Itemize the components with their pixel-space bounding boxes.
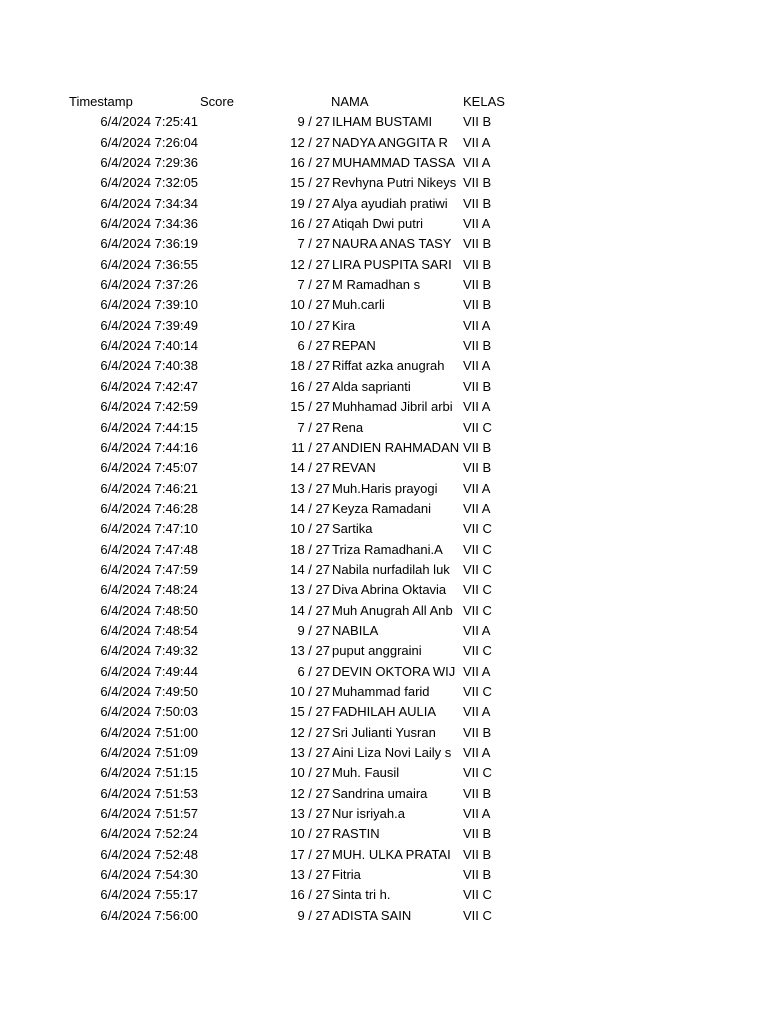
cell-timestamp: 6/4/2024 7:47:48	[100, 541, 198, 557]
table-row	[64, 214, 514, 234]
cell-score: 12 / 27	[290, 724, 330, 740]
cell-nama: MUH. ULKA PRATAI	[332, 846, 451, 862]
cell-score: 15 / 27	[290, 399, 330, 415]
cell-timestamp: 6/4/2024 7:39:49	[100, 317, 198, 333]
cell-nama: M Ramadhan s	[332, 277, 421, 293]
cell-timestamp: 6/4/2024 7:32:05	[100, 175, 198, 191]
cell-kelas: VII B	[463, 114, 492, 130]
table-row	[64, 682, 514, 702]
cell-kelas: VII A	[463, 663, 491, 679]
cell-score: 9 / 27	[297, 907, 330, 923]
cell-kelas: VII A	[463, 134, 491, 150]
table-body	[64, 112, 514, 926]
table-row	[64, 336, 514, 356]
cell-score: 10 / 27	[290, 826, 330, 842]
table-row	[64, 438, 514, 458]
cell-score: 6 / 27	[297, 663, 330, 679]
table-row	[64, 194, 514, 214]
table-row	[64, 784, 514, 804]
cell-timestamp: 6/4/2024 7:26:04	[100, 134, 198, 150]
table-row	[64, 112, 514, 132]
table-row	[64, 377, 514, 397]
cell-kelas: VII C	[463, 683, 492, 699]
cell-nama: Triza Ramadhani.A	[332, 541, 443, 557]
cell-kelas: VII A	[463, 399, 491, 415]
cell-kelas: VII A	[463, 480, 491, 496]
table-row	[64, 316, 514, 336]
cell-kelas: VII C	[463, 887, 492, 903]
cell-kelas: VII A	[463, 317, 491, 333]
cell-score: 14 / 27	[290, 602, 330, 618]
table-row	[64, 295, 514, 315]
cell-timestamp: 6/4/2024 7:34:34	[100, 195, 198, 211]
cell-kelas: VII B	[463, 460, 492, 476]
cell-timestamp: 6/4/2024 7:44:15	[100, 419, 198, 435]
cell-kelas: VII B	[463, 195, 492, 211]
cell-nama: Atiqah Dwi putri	[332, 216, 424, 232]
cell-score: 13 / 27	[290, 643, 330, 659]
table-row	[64, 519, 514, 539]
cell-score: 14 / 27	[290, 460, 330, 476]
cell-timestamp: 6/4/2024 7:40:14	[100, 338, 198, 354]
table-row	[64, 865, 514, 885]
cell-kelas: VII A	[463, 806, 491, 822]
cell-kelas: VII C	[463, 541, 492, 557]
cell-timestamp: 6/4/2024 7:34:36	[100, 216, 198, 232]
cell-timestamp: 6/4/2024 7:46:21	[100, 480, 198, 496]
table-row	[64, 153, 514, 173]
cell-timestamp: 6/4/2024 7:49:44	[100, 663, 198, 679]
table-row	[64, 824, 514, 844]
cell-kelas: VII C	[463, 907, 492, 923]
cell-score: 10 / 27	[290, 765, 330, 781]
table-row	[64, 723, 514, 743]
cell-score: 6 / 27	[297, 338, 330, 354]
cell-nama: Fitria	[332, 867, 361, 883]
cell-timestamp: 6/4/2024 7:50:03	[100, 704, 198, 720]
cell-score: 10 / 27	[290, 317, 330, 333]
cell-score: 15 / 27	[290, 175, 330, 191]
cell-timestamp: 6/4/2024 7:36:55	[100, 256, 198, 272]
spreadsheet-table	[64, 92, 514, 926]
cell-kelas: VII B	[463, 277, 492, 293]
cell-timestamp: 6/4/2024 7:51:53	[100, 785, 198, 801]
cell-kelas: VII A	[463, 500, 491, 516]
cell-score: 18 / 27	[290, 541, 330, 557]
cell-nama: ILHAM BUSTAMI	[332, 114, 433, 130]
cell-timestamp: 6/4/2024 7:47:59	[100, 561, 198, 577]
table-row	[64, 234, 514, 254]
table-row	[64, 499, 514, 519]
cell-kelas: VII C	[463, 419, 492, 435]
cell-nama: Kira	[332, 317, 356, 333]
table-row	[64, 540, 514, 560]
table-row	[64, 418, 514, 438]
cell-timestamp: 6/4/2024 7:46:28	[100, 500, 198, 516]
table-row	[64, 763, 514, 783]
cell-timestamp: 6/4/2024 7:29:36	[100, 155, 198, 171]
cell-nama: REPAN	[332, 338, 376, 354]
cell-timestamp: 6/4/2024 7:42:47	[100, 378, 198, 394]
cell-kelas: VII B	[463, 297, 492, 313]
cell-nama: Riffat azka anugrah	[332, 358, 445, 374]
cell-kelas: VII B	[463, 826, 492, 842]
cell-kelas: VII A	[463, 745, 491, 760]
cell-score: 14 / 27	[290, 500, 330, 516]
table-row	[64, 580, 514, 600]
cell-timestamp: 6/4/2024 7:55:17	[100, 887, 198, 903]
cell-timestamp: 6/4/2024 7:52:48	[100, 846, 198, 862]
table-row	[64, 173, 514, 193]
cell-nama: ADISTA SAIN	[332, 907, 412, 923]
cell-timestamp: 6/4/2024 7:36:19	[100, 236, 198, 252]
cell-kelas: VII C	[463, 765, 492, 781]
cell-kelas: VII A	[463, 216, 491, 232]
header-nama: NAMA	[331, 94, 369, 109]
cell-kelas: VII C	[463, 582, 492, 598]
cell-timestamp: 6/4/2024 7:52:24	[100, 826, 198, 842]
cell-score: 16 / 27	[290, 378, 330, 394]
cell-score: 12 / 27	[290, 134, 330, 150]
cell-timestamp: 6/4/2024 7:49:50	[100, 683, 198, 699]
cell-kelas: VII B	[463, 378, 492, 394]
cell-nama: ANDIEN RAHMADAN	[332, 439, 460, 455]
table-row	[64, 458, 514, 478]
cell-score: 13 / 27	[290, 480, 330, 496]
cell-score: 13 / 27	[290, 745, 330, 760]
cell-score: 14 / 27	[290, 561, 330, 577]
cell-kelas: VII C	[463, 561, 492, 577]
cell-score: 16 / 27	[290, 216, 330, 232]
cell-score: 19 / 27	[290, 195, 330, 211]
cell-kelas: VII B	[463, 846, 492, 862]
cell-timestamp: 6/4/2024 7:56:00	[100, 907, 198, 923]
cell-nama: FADHILAH AULIA	[332, 704, 437, 720]
cell-score: 16 / 27	[290, 155, 330, 171]
table-row	[64, 804, 514, 824]
cell-timestamp: 6/4/2024 7:48:50	[100, 602, 198, 618]
cell-kelas: VII B	[463, 338, 492, 354]
table-row	[64, 885, 514, 905]
cell-kelas: VII B	[463, 724, 492, 740]
cell-nama: REVAN	[332, 460, 376, 476]
cell-score: 17 / 27	[290, 846, 330, 862]
cell-nama: Muh. Fausil	[332, 765, 400, 781]
cell-score: 12 / 27	[290, 785, 330, 801]
table-row	[64, 255, 514, 275]
cell-score: 7 / 27	[297, 419, 330, 435]
table-row	[64, 133, 514, 153]
cell-kelas: VII B	[463, 439, 492, 455]
cell-timestamp: 6/4/2024 7:51:57	[100, 806, 198, 822]
cell-kelas: VII B	[463, 175, 492, 191]
cell-nama: Muh.carli	[332, 297, 385, 313]
cell-timestamp: 6/4/2024 7:47:10	[100, 521, 198, 537]
cell-nama: Aini Liza Novi Laily s	[332, 745, 452, 760]
cell-nama: Sinta tri h.	[332, 887, 391, 903]
cell-score: 9 / 27	[297, 622, 330, 638]
cell-nama: Rena	[332, 419, 364, 435]
cell-score: 10 / 27	[290, 521, 330, 537]
header-row	[64, 92, 514, 112]
cell-nama: Muhhamad Jibril arbi	[332, 399, 453, 415]
cell-nama: puput anggraini	[332, 643, 422, 659]
cell-timestamp: 6/4/2024 7:25:41	[100, 114, 198, 130]
cell-timestamp: 6/4/2024 7:51:00	[100, 724, 198, 740]
cell-kelas: VII B	[463, 785, 492, 801]
table-row	[64, 845, 514, 865]
cell-nama: Muh Anugrah All Anb	[332, 602, 453, 618]
cell-timestamp: 6/4/2024 7:37:26	[100, 277, 198, 293]
cell-score: 15 / 27	[290, 704, 330, 720]
cell-nama: LIRA PUSPITA SARI	[332, 256, 452, 272]
cell-score: 16 / 27	[290, 887, 330, 903]
cell-nama: Alya ayudiah pratiwi	[332, 195, 448, 211]
cell-nama: Muh.Haris prayogi	[332, 480, 438, 496]
table-row	[64, 743, 514, 763]
table-row	[64, 275, 514, 295]
table-row	[64, 906, 514, 926]
cell-score: 12 / 27	[290, 256, 330, 272]
cell-kelas: VII A	[463, 358, 491, 374]
cell-score: 7 / 27	[297, 277, 330, 293]
cell-timestamp: 6/4/2024 7:39:10	[100, 297, 198, 313]
cell-score: 10 / 27	[290, 683, 330, 699]
cell-nama: Alda saprianti	[332, 378, 411, 394]
table-row	[64, 356, 514, 376]
cell-timestamp: 6/4/2024 7:51:09	[100, 745, 198, 760]
cell-kelas: VII B	[463, 256, 492, 272]
cell-kelas: VII B	[463, 867, 492, 883]
header-score: Score	[200, 94, 234, 109]
header-kelas: KELAS	[463, 94, 505, 109]
cell-kelas: VII A	[463, 622, 491, 638]
cell-nama: Sandrina umaira	[332, 785, 428, 801]
table-row	[64, 601, 514, 621]
cell-score: 18 / 27	[290, 358, 330, 374]
cell-score: 13 / 27	[290, 582, 330, 598]
cell-nama: Sartika	[332, 521, 373, 537]
cell-nama: NAURA ANAS TASY	[332, 236, 452, 252]
cell-score: 13 / 27	[290, 806, 330, 822]
cell-score: 11 / 27	[291, 439, 330, 455]
cell-timestamp: 6/4/2024 7:44:16	[100, 439, 198, 455]
header-timestamp: Timestamp	[69, 94, 133, 109]
cell-timestamp: 6/4/2024 7:45:07	[100, 460, 198, 476]
cell-nama: NADYA ANGGITA R	[332, 134, 448, 150]
cell-timestamp: 6/4/2024 7:49:32	[100, 643, 198, 659]
cell-score: 13 / 27	[290, 867, 330, 883]
cell-nama: Nur isriyah.a	[332, 806, 405, 822]
cell-score: 7 / 27	[297, 236, 330, 252]
cell-score: 9 / 27	[297, 114, 330, 130]
cell-nama: RASTIN	[332, 826, 380, 842]
table-row	[64, 641, 514, 661]
cell-kelas: VII B	[463, 236, 492, 252]
cell-timestamp: 6/4/2024 7:54:30	[100, 867, 198, 883]
cell-nama: Diva Abrina Oktavia	[332, 582, 447, 598]
cell-nama: MUHAMMAD TASSA	[332, 155, 456, 171]
cell-nama: Keyza Ramadani	[332, 500, 431, 516]
cell-kelas: VII C	[463, 643, 492, 659]
cell-nama: Nabila nurfadilah luk	[332, 561, 450, 577]
cell-timestamp: 6/4/2024 7:48:54	[100, 622, 198, 638]
cell-kelas: VII A	[463, 155, 491, 171]
cell-nama: NABILA	[332, 622, 379, 638]
cell-kelas: VII A	[463, 704, 491, 720]
cell-timestamp: 6/4/2024 7:40:38	[100, 358, 198, 374]
cell-nama: DEVIN OKTORA WIJ	[332, 663, 456, 679]
table-row	[64, 560, 514, 580]
cell-kelas: VII C	[463, 521, 492, 537]
table-row	[64, 702, 514, 722]
cell-nama: Revhyna Putri Nikeys	[332, 175, 457, 191]
cell-kelas: VII C	[463, 602, 492, 618]
cell-timestamp: 6/4/2024 7:48:24	[100, 582, 198, 598]
table-row	[64, 479, 514, 499]
cell-timestamp: 6/4/2024 7:51:15	[100, 765, 198, 781]
table-row	[64, 397, 514, 417]
table-row	[64, 662, 514, 682]
cell-nama: Muhammad farid	[332, 683, 430, 699]
cell-timestamp: 6/4/2024 7:42:59	[100, 399, 198, 415]
cell-nama: Sri Julianti Yusran	[332, 724, 436, 740]
table-row	[64, 621, 514, 641]
cell-score: 10 / 27	[290, 297, 330, 313]
